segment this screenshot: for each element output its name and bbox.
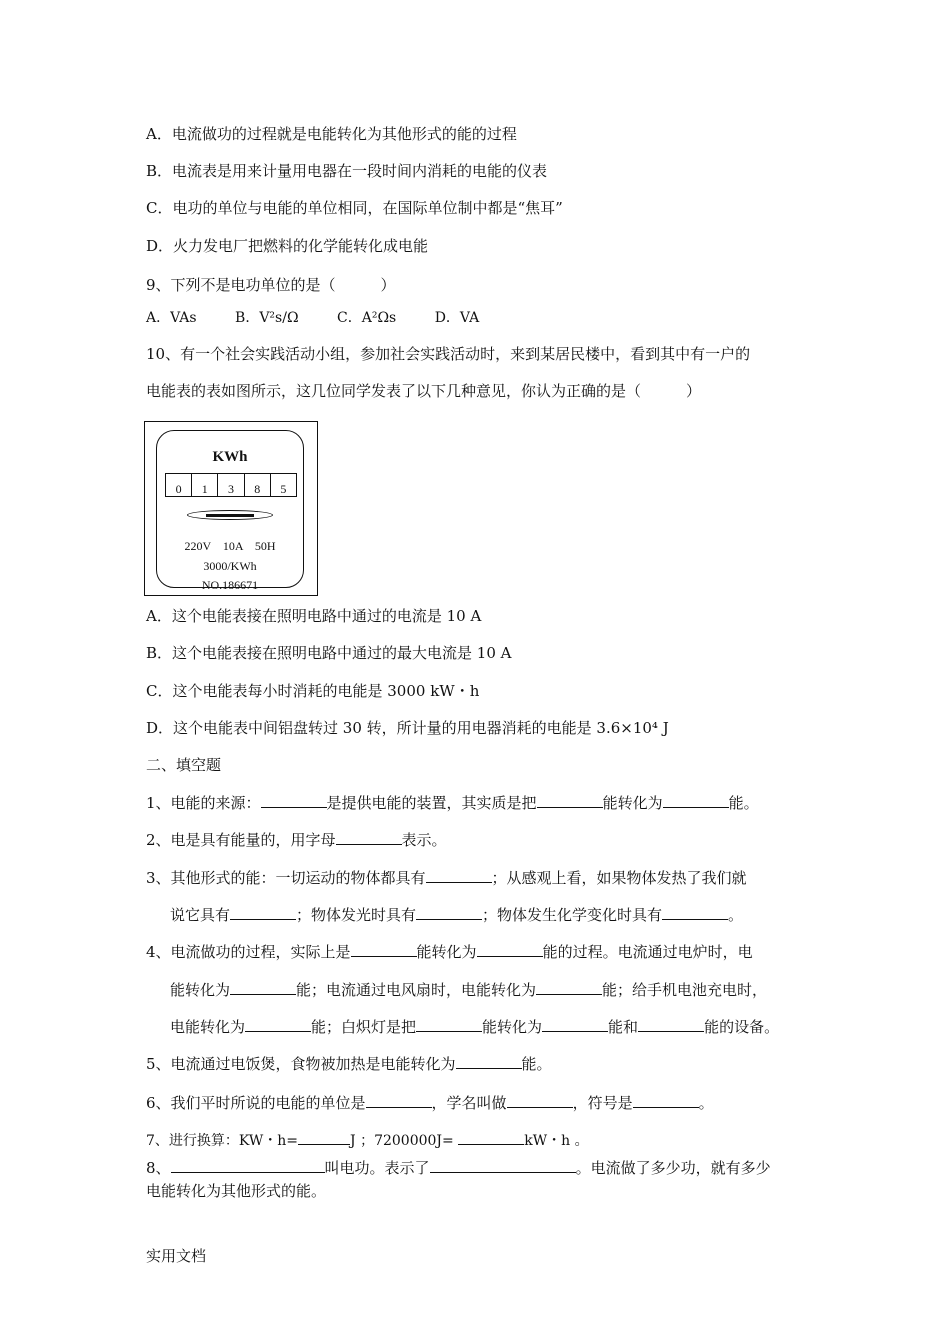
meter-revs: 3000/KWh (203, 559, 257, 573)
text: 叫电功。表示了 (324, 1159, 430, 1177)
text: 能转化为 (482, 1018, 543, 1036)
fill-q4-line1 (146, 942, 753, 962)
section-heading: 二、填空题 (146, 756, 222, 774)
meter-digit: 5 (280, 482, 287, 496)
blank[interactable] (336, 830, 402, 845)
text: 能和 (608, 1018, 639, 1036)
q8-option-a: A．电流做功的过程就是电能转化为其他形式的能的过程 (146, 125, 517, 143)
blank[interactable] (416, 1017, 482, 1032)
q9-options (146, 308, 513, 328)
text: J ；7200000J= (350, 1133, 459, 1149)
blank[interactable] (245, 1017, 311, 1032)
q9-stem: 9、下列不是电功单位的是（ ） (146, 276, 396, 294)
q10-option-a: A．这个电能表接在照明电路中通过的电流是 10 A (146, 607, 482, 625)
blank[interactable] (662, 905, 728, 920)
text: 能转化为 (416, 943, 477, 961)
q9-option-d: D．VA (434, 310, 480, 326)
blank[interactable] (366, 1093, 432, 1108)
text: 能的过程。电流通过电炉时，电 (542, 943, 753, 961)
text: 7、进行换算：KW・h= (146, 1133, 299, 1149)
fill-q4-line2 (170, 980, 767, 1000)
blank[interactable] (542, 1017, 608, 1032)
text: 说它具有 (170, 906, 231, 924)
text: ；物体发生化学变化时具有 (482, 906, 663, 924)
blank[interactable] (663, 793, 729, 808)
meter-spec: 220V 10A 50H (184, 539, 276, 553)
blank[interactable] (351, 942, 417, 957)
q8-option-c: C．电功的单位与电能的单位相同，在国际单位制中都是“焦耳” (146, 199, 563, 217)
text: 4、电流做功的过程，实际上是 (146, 943, 351, 961)
fill-q7 (146, 1130, 589, 1151)
fill-q8-line2: 电能转化为其他形式的能。 (146, 1182, 327, 1200)
fill-q3-line1 (146, 868, 747, 888)
q10-stem-line2: 电能表的表如图所示，这几位同学发表了以下几种意见，你认为正确的是（ ） (146, 382, 702, 400)
text: 1、电能的来源： (146, 794, 261, 812)
meter-disc-window (187, 510, 273, 520)
q10-option-c: C．这个电能表每小时消耗的电能是 3000 kW・h (146, 682, 480, 700)
text: 能。 (521, 1055, 552, 1073)
q9-option-a: A．VAs (146, 310, 197, 326)
text: ，学名叫做 (431, 1094, 507, 1112)
blank[interactable] (456, 1054, 522, 1069)
blank[interactable] (426, 868, 492, 883)
text: 5、电流通过电饭煲，食物被加热是电能转化为 (146, 1055, 456, 1073)
blank[interactable] (458, 1130, 524, 1145)
fill-q3-line2 (170, 905, 743, 925)
meter-disc (206, 514, 254, 517)
q10-option-d: D．这个电能表中间铝盘转过 30 转，所计量的用电器消耗的电能是 3.6×10⁴ J (146, 719, 669, 737)
blank[interactable] (507, 1093, 573, 1108)
q9-option-b: B．V²s/Ω (235, 310, 299, 326)
meter-face (156, 430, 304, 592)
text: 。 (698, 1094, 714, 1112)
text: 6、我们平时所说的电能的单位是 (146, 1094, 366, 1112)
blank[interactable] (298, 1130, 350, 1145)
meter-serial: NO.186671 (201, 578, 259, 592)
text: kW・h 。 (524, 1133, 589, 1149)
blank[interactable] (430, 1158, 576, 1173)
meter-digit: 3 (218, 474, 244, 496)
text: 。 (728, 906, 744, 924)
q10-option-b: B．这个电能表接在照明电路中通过的最大电流是 10 A (146, 644, 512, 662)
text: ；从感观上看，如果物体发热了我们就 (491, 869, 747, 887)
meter-unit: KWh (212, 449, 248, 465)
text: 能转化为 (170, 981, 231, 999)
q8-option-b: B．电流表是用来计量用电器在一段时间内消耗的电能的仪表 (146, 162, 548, 180)
blank[interactable] (171, 1158, 325, 1173)
text: 能；给手机电池充电时， (602, 981, 768, 999)
q8-option-d: D．火力发电厂把燃料的化学能转化成电能 (146, 237, 429, 255)
blank[interactable] (537, 793, 603, 808)
fill-q4-line3 (170, 1017, 779, 1037)
text: 。电流做了多少功，就有多少 (575, 1159, 771, 1177)
fill-q5 (146, 1054, 552, 1074)
fill-q6 (146, 1093, 714, 1113)
blank[interactable] (230, 905, 296, 920)
text: 电能转化为 (170, 1018, 246, 1036)
text: 能；电流通过电风扇时，电能转化为 (296, 981, 537, 999)
blank[interactable] (416, 905, 482, 920)
blank[interactable] (633, 1093, 699, 1108)
text: 能转化为 (602, 794, 663, 812)
fill-q2 (146, 830, 447, 850)
text: ；物体发光时具有 (296, 906, 417, 924)
text: 能；白炽灯是把 (311, 1018, 417, 1036)
q9-option-c: C．A²Ωs (337, 310, 397, 326)
q10-stem-line1: 10、有一个社会实践活动小组，参加社会实践活动时，来到某居民楼中，看到其中有一户的 (146, 345, 751, 363)
text: 是提供电能的装置，其实质是把 (326, 794, 537, 812)
meter-digit: 0 (166, 474, 192, 496)
text: 8、 (146, 1159, 171, 1177)
fill-q8-line1 (146, 1158, 771, 1178)
meter-digit: 8 (245, 474, 271, 496)
blank[interactable] (536, 980, 602, 995)
meter-counter (165, 473, 297, 497)
text: 表示。 (401, 831, 447, 849)
text: 3、其他形式的能：一切运动的物体都具有 (146, 869, 426, 887)
blank[interactable] (261, 793, 327, 808)
text: 能。 (728, 794, 759, 812)
blank[interactable] (477, 942, 543, 957)
fill-q1 (146, 793, 759, 813)
text: 2、电是具有能量的，用字母 (146, 831, 336, 849)
meter-digit: 1 (192, 474, 218, 496)
footer-label: 实用文档 (146, 1247, 207, 1265)
blank[interactable] (230, 980, 296, 995)
blank[interactable] (638, 1017, 704, 1032)
text: ，符号是 (572, 1094, 633, 1112)
text: 能的设备。 (704, 1018, 780, 1036)
electric-meter-figure (144, 421, 318, 596)
